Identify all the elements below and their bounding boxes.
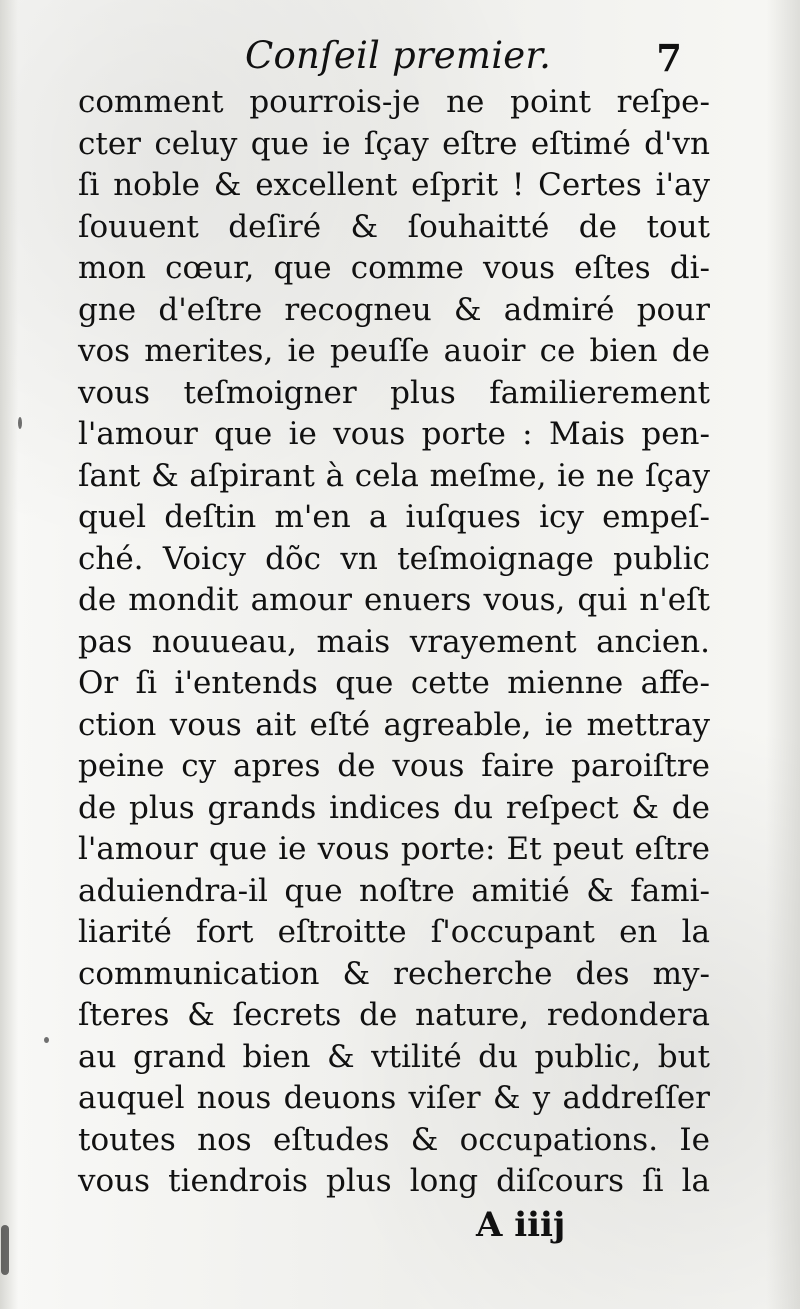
- text-line: cter celuy que ie ſçay eſtre eſtimé d'vn: [78, 125, 710, 162]
- text-line: ché. Voicy dõc vn teſmoignage public: [78, 540, 710, 577]
- text-line: ſi noble & excellent eſprit ! Certes i'ay: [78, 167, 710, 203]
- text-line: pas nouueau, mais vrayement ancien.: [78, 623, 710, 660]
- text-line: mon cœur, que comme vous eſtes di-: [78, 250, 710, 286]
- page-footer: [0, 1205, 800, 1255]
- ink-speck: [44, 1037, 49, 1043]
- text-line: communication & recherche des my-: [78, 955, 710, 992]
- text-line: ſant & aſpirant à cela meſme, ie ne ſçay: [78, 457, 710, 494]
- text-line: comment pourrois-je ne point reſpe-: [78, 84, 710, 120]
- text-line: aduiendra-il que noſtre amitié & fami-: [78, 872, 710, 909]
- text-line: peine cy apres de vous faire paroiſtre: [78, 748, 710, 784]
- page-edge-shadow: [766, 0, 800, 1309]
- signature-mark: A iiij: [476, 1205, 566, 1245]
- ink-speck: [18, 417, 22, 429]
- text-line: vos merites, ie peuſſe auoir ce bien de: [78, 333, 710, 369]
- page-number: 7: [656, 36, 682, 80]
- running-title: Conſeil premier.: [245, 34, 552, 77]
- text-line: l'amour que ie vous porte: Et peut eſtre: [78, 831, 710, 867]
- text-line: vous tiendrois plus long diſcours ſi la: [78, 1163, 710, 1199]
- text-line: vous teſmoigner plus familierement: [78, 374, 710, 411]
- text-line: liarité fort eſtroitte ſ'occupant en la: [78, 914, 710, 950]
- text-line: de mondit amour enuers vous, qui n'eſt: [78, 582, 710, 618]
- text-line: l'amour que ie vous porte : Mais pen-: [78, 416, 710, 452]
- text-line: ſouuent deſiré & ſouhaitté de tout: [78, 208, 710, 245]
- text-line: ction vous ait eſté agreable, ie mettray: [78, 706, 710, 743]
- text-line: Or ſi i'entends que cette mienne affe-: [78, 665, 710, 701]
- text-line: toutes nos eſtudes & occupations. Ie: [78, 1121, 710, 1158]
- text-line: au grand bien & vtilité du public, but: [78, 1038, 710, 1075]
- text-line: gne d'eſtre recogneu & admiré pour: [78, 291, 710, 328]
- body-text: [78, 82, 710, 1203]
- text-line: ſteres & ſecrets de nature, redondera: [78, 997, 710, 1033]
- page-header: [0, 28, 800, 88]
- text-line: de plus grands indices du reſpect & de: [78, 789, 710, 826]
- text-line: quel deſtin m'en a iuſques icy empeſ-: [78, 499, 710, 535]
- text-line: auquel nous deuons viſer & y addreſſer: [78, 1080, 710, 1116]
